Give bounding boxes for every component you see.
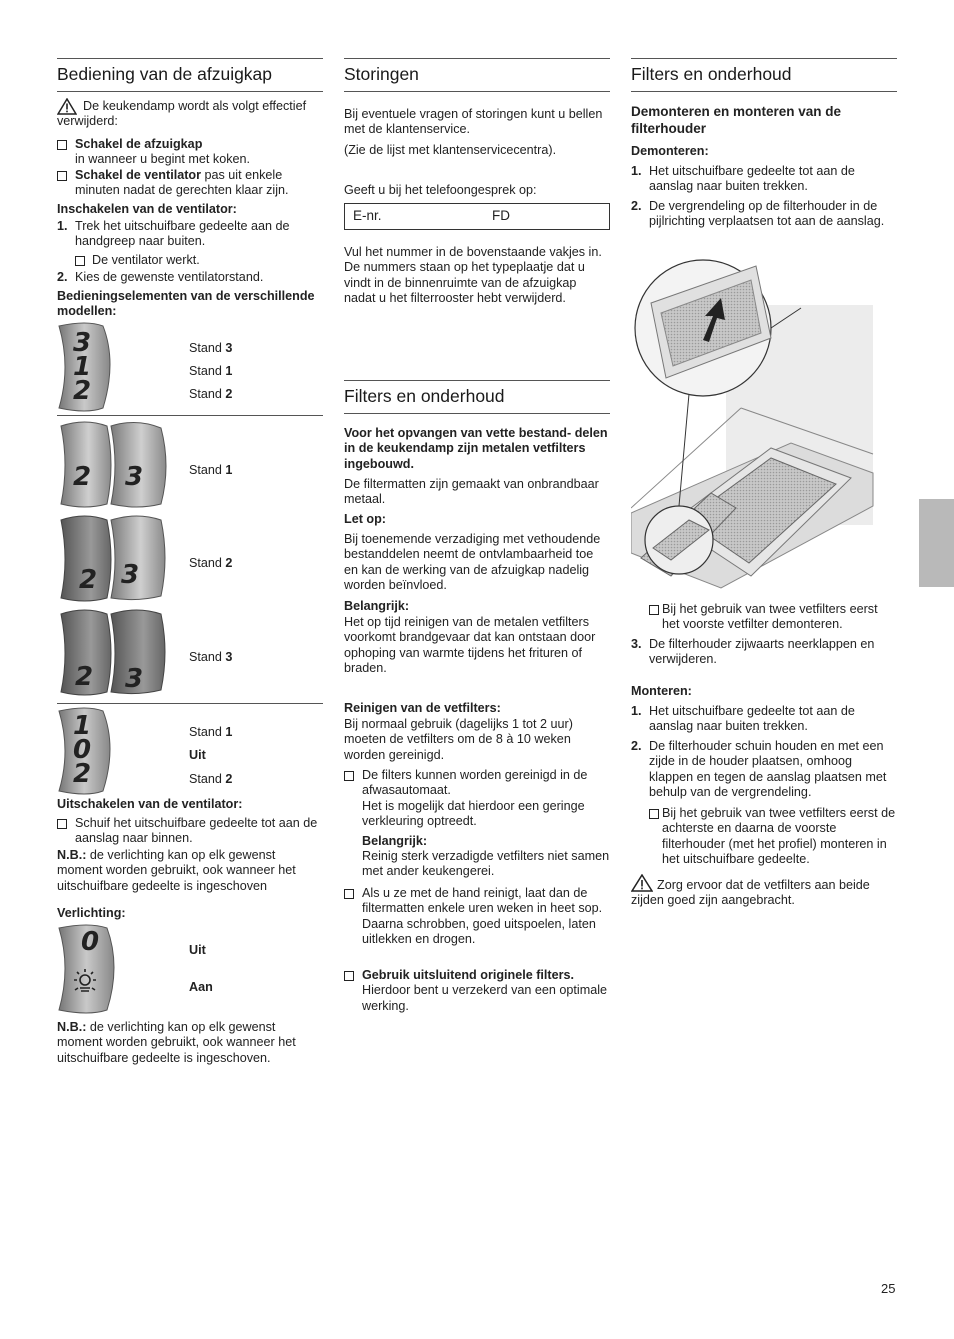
- stand-label: Stand 2: [189, 772, 233, 786]
- list-item-text: pas uit enkele minuten nadat de gerechten klaar zijn.: [75, 168, 289, 198]
- step: [631, 164, 897, 195]
- section-title: Storingen: [344, 58, 610, 92]
- section-title: Filters en onderhoud: [344, 380, 610, 414]
- note-paragraph: N.B.: de verlichting kan op elk gewenst moment worden gebruikt, ook wanneer het uitschuifbare gedeelte is ingeschoven: [57, 848, 296, 893]
- light-on-label: Aan: [189, 980, 213, 994]
- step-number: 2.: [631, 199, 642, 213]
- light-off-label: Uit: [189, 943, 206, 957]
- list-item-text: De ventilator werkt.: [92, 253, 200, 267]
- step: [631, 704, 897, 735]
- list-item-text: Bij het gebruik van twee vetfilters eerst de achterste en daarna de voorste filterhouder (met het profiel) monteren in het uitschuifbare gedeelte.: [662, 806, 896, 867]
- checkbox-icon: [344, 971, 354, 981]
- step-text: Het uitschuifbare gedeelte tot aan de aanslag naar buiten trekken.: [649, 164, 855, 194]
- paragraph: Geeft u bij het telefoongesprek op:: [344, 183, 537, 197]
- stand-label: Stand 1: [189, 463, 233, 477]
- checkbox-icon: [75, 256, 85, 266]
- step-text: De filterhouder zijwaarts neerklappen en verwijderen.: [649, 637, 875, 667]
- fd-label: FD: [492, 208, 510, 223]
- step-number: 1.: [631, 704, 642, 718]
- subheading: Reinigen van de vetfilters:: [344, 701, 501, 715]
- list-item-text: Daarna schrobben, goed uitspoelen, laten uitlekken en drogen.: [362, 916, 596, 947]
- step-text: De vergrendeling op de filterhouder in de pijlrichting verplaatsen tot aan de aanslag.: [649, 199, 885, 229]
- page-number: 25: [881, 1281, 896, 1296]
- list-item-text: Reinig sterk verzadigde vetfilters niet samen met ander keukengerei.: [362, 849, 610, 879]
- paragraph: Vul het nummer in de bovenstaande vakjes in. De nummers staan op het typeplaatje dat u vindt in de binnenruimte van de afzuigkap nadat u het filterrooster hebt verwijderd.: [344, 245, 602, 306]
- step-text: Het uitschuifbare gedeelte tot aan de aanslag naar buiten trekken.: [649, 704, 855, 734]
- checkbox-icon: [344, 889, 354, 899]
- step-number: 1.: [631, 164, 642, 178]
- list-item-text: Schuif het uitschuifbare gedeelte tot aan de aanslag naar binnen.: [75, 816, 318, 846]
- step: [57, 270, 323, 285]
- knob-digit: 2: [73, 376, 92, 406]
- section-title: Bediening van de afzuigkap: [57, 58, 323, 92]
- paragraph: Het op tijd reinigen van de metalen vetfilters voorkomt brandgevaar dat kan ontstaan door ophoping van warmte tijdens het frituren of braden.: [344, 615, 596, 676]
- step: [631, 637, 897, 668]
- list-item-text: De filters kunnen worden gereinigd in de afwasautomaat.: [362, 768, 588, 798]
- paragraph-bold: Voor het opvangen van vette bestand- delen in de keukendamp zijn metalen vetfilters ingebouwd.: [344, 426, 608, 471]
- step-text: Kies de gewenste ventilatorstand.: [75, 270, 264, 284]
- subheading: Let op:: [344, 512, 386, 526]
- list-item-bold: Schakel de afzuigkap: [75, 137, 203, 151]
- warning-text: Zorg ervoor dat de vetfilters aan beide zijden goed zijn aangebracht.: [631, 878, 870, 908]
- paragraph: Bij eventuele vragen of storingen kunt u bellen met de klantenservice.: [344, 107, 603, 137]
- note-paragraph: N.B.: de verlichting kan op elk gewenst moment worden gebruikt, ook wanneer het uitschuifbare gedeelte is ingeschoven.: [57, 1020, 296, 1065]
- knob-digit: 2: [79, 565, 98, 595]
- section-marker-tab: [919, 499, 954, 587]
- step: [631, 739, 897, 801]
- list-item-text: Als u ze met de hand reinigt, laat dan de filtermatten enkele uren weken in heet sop.: [362, 886, 603, 916]
- paragraph: Bij toenemende verzadiging met vethoudende bestanddelen neemt de ontvlambaarheid toe en kan de werking van de afzuigkap nadelig worden beïnvloed.: [344, 532, 601, 593]
- checkbox-icon: [57, 140, 67, 150]
- list-item: [344, 768, 610, 880]
- warning-paragraph: [57, 99, 323, 130]
- paragraph: (Zie de lijst met klantenservicecentra).: [344, 143, 557, 157]
- subheading: Belangrijk:: [344, 599, 410, 613]
- list-item: [57, 168, 323, 199]
- step-number: 1.: [57, 219, 68, 233]
- list-item: [344, 886, 610, 948]
- stand-label: Stand 1: [189, 725, 233, 739]
- checkbox-icon: [649, 605, 659, 615]
- step: [57, 219, 323, 250]
- paragraph: De filtermatten zijn gemaakt van onbrandbaar metaal.: [344, 477, 599, 507]
- section-title: Filters en onderhoud: [631, 58, 897, 92]
- subheading: Verlichting:: [57, 906, 126, 920]
- divider: [57, 415, 323, 416]
- list-item: [649, 806, 897, 868]
- subheading: Bedieningselementen van de verschillende modellen:: [57, 289, 315, 319]
- e-nr-label: E-nr.: [353, 208, 382, 223]
- stand-label: Stand 2: [189, 387, 233, 401]
- knob-digit: 0: [81, 927, 100, 957]
- e-nr-fd-field: [344, 203, 610, 230]
- list-item-bold: Belangrijk:: [362, 833, 428, 848]
- warning-icon: [631, 874, 653, 892]
- knob-digit: 2: [73, 759, 92, 789]
- step-number: 2.: [631, 739, 642, 753]
- list-item-text: Hierdoor bent u verzekerd van een optimale werking.: [362, 983, 608, 1013]
- subheading: Inschakelen van de ventilator:: [57, 202, 237, 216]
- knob-digit: 1: [73, 352, 92, 382]
- list-item-text: in wanneer u begint met koken.: [75, 152, 251, 167]
- divider: [57, 703, 323, 704]
- list-item: [649, 602, 897, 633]
- step-text: De filterhouder schuin houden en met een zijde in de houder plaatsen, omhoog klappen en tegen de aanslag plaatsen met behulp van de vergrendeling.: [649, 739, 887, 800]
- knob-digit: 2: [73, 462, 92, 492]
- stand-label: Stand 3: [189, 341, 233, 355]
- subheading: Demonteren:: [631, 144, 709, 158]
- step-number: 3.: [631, 637, 642, 651]
- warning-text: De keukendamp wordt als volgt effectief verwijderd:: [57, 99, 307, 129]
- warning-paragraph: [631, 874, 897, 909]
- step-number: 2.: [57, 270, 68, 284]
- paragraph: Bij normaal gebruik (dagelijks 1 tot 2 uur) moeten de vetfilters om de 8 à 10 weken worden gereinigd.: [344, 717, 573, 762]
- step-text: Trek het uitschuifbare gedeelte aan de handgreep naar buiten.: [75, 219, 290, 249]
- subheading: Monteren:: [631, 684, 692, 698]
- knob-digit: 0: [73, 735, 92, 765]
- knob-digit: 1: [73, 711, 92, 741]
- list-item: [75, 253, 323, 268]
- subheading: Uitschakelen van de ventilator:: [57, 797, 243, 811]
- list-item: [57, 816, 323, 847]
- filter-holder-illustration: [631, 258, 876, 593]
- subheading: Demonteren en monteren van de filterhouder: [631, 104, 842, 136]
- rotary-switch-illustration: [57, 322, 117, 412]
- off-label: Uit: [189, 748, 206, 762]
- checkbox-icon: [649, 809, 659, 819]
- list-item-text: Bij het gebruik van twee vetfilters eerst het voorste vetfilter demonteren.: [662, 602, 878, 632]
- list-item-bold: Gebruik uitsluitend originele filters.: [362, 968, 575, 982]
- knob-digit: 3: [125, 462, 144, 492]
- list-item: [344, 968, 610, 1014]
- warning-icon: [57, 98, 77, 115]
- step: [631, 199, 897, 230]
- stand-label: Stand 3: [189, 650, 233, 664]
- checkbox-icon: [344, 771, 354, 781]
- list-item: [57, 137, 323, 168]
- knob-digit: 3: [125, 664, 144, 694]
- list-item-text: Het is mogelijk dat hierdoor een geringe verkleuring optreedt.: [362, 798, 585, 829]
- checkbox-icon: [57, 819, 67, 829]
- list-item-bold: Schakel de ventilator: [75, 168, 201, 182]
- stand-label: Stand 1: [189, 364, 233, 378]
- stand-label: Stand 2: [189, 556, 233, 570]
- knob-digit: 3: [73, 328, 92, 358]
- knob-digit: 3: [121, 560, 140, 590]
- knob-digit: 2: [75, 662, 94, 692]
- checkbox-icon: [57, 171, 67, 181]
